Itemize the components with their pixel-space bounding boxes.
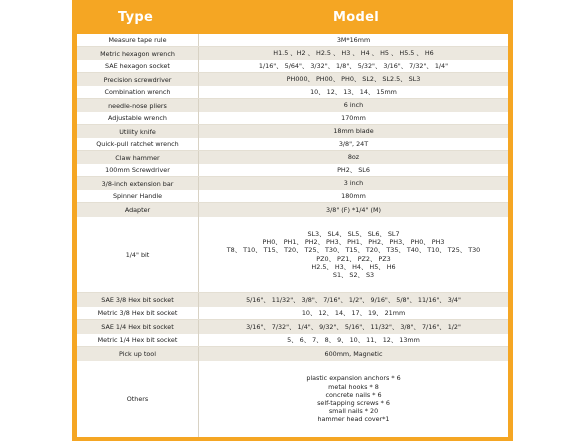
row-model: H1.5 、H2 、 H2.5 、 H3 、 H4 、 H5 、 H5.5 、 H6 (273, 49, 434, 58)
table-row (77, 190, 508, 203)
row-model: 10、 12、 14、 17、 19、 21mm (301, 308, 406, 317)
row-model: 3 inch (343, 179, 364, 188)
row-model: 8oz (347, 153, 360, 162)
row-type: Metric hexagon wrench (77, 47, 199, 60)
row-type: Metric 3/8 Hex bit socket (77, 307, 199, 319)
table-row (77, 203, 508, 217)
table-row (77, 334, 508, 347)
header-model: Model (333, 9, 379, 25)
table-row (77, 151, 508, 164)
row-model: 6 inch (343, 101, 364, 110)
spec-table (77, 34, 508, 437)
table-row (77, 60, 508, 73)
row-type: SAE 3/8 Hex bit socket (77, 293, 199, 307)
row-type: SAE hexagon socket (77, 60, 199, 72)
row-type: Quick-pull ratchet wrench (77, 138, 199, 150)
table-row (77, 307, 508, 320)
table-row (77, 112, 508, 125)
table-row (77, 138, 508, 151)
row-type: Claw hammer (77, 151, 199, 164)
row-model: 1/16"、 5/64"、 3/32"、 1/8"、 5/32"、 3/16"、 7/32"、 1/4" (258, 61, 449, 70)
row-type: Measure tape rule (77, 34, 199, 46)
row-type: Combination wrench (77, 86, 199, 98)
table-row (77, 217, 508, 293)
row-type: needle-nose pliers (77, 99, 199, 112)
table-row (77, 34, 508, 47)
row-type: Pick up tool (77, 347, 199, 361)
row-type: Adapter (77, 203, 199, 217)
row-model: 3/16"、 7/32"、 1/4"、 9/32"、 5/16"、 11/32"、 3/8"、 7/16"、 1/2" (246, 322, 461, 331)
row-model: PH000、 PH00、 PH0、 SL2、 SL2.5、 SL3 (286, 75, 421, 84)
row-model: 10、 12、 13、 14、 15mm (310, 87, 397, 96)
row-type: 3/8-inch extension bar (77, 177, 199, 190)
table-row (77, 347, 508, 361)
table-row (77, 47, 508, 60)
spec-table-frame (72, 0, 513, 441)
row-type: Adjustable wrench (77, 112, 199, 124)
row-model: 5/16"、 11/32"、 3/8"、 7/16"、 1/2"、 9/16"、 5/8"、 11/16"、 3/4" (246, 295, 461, 304)
row-model: 3M*16mm (336, 35, 371, 44)
table-row (77, 320, 508, 334)
row-type: Utility knife (77, 125, 199, 138)
row-model: 180mm (341, 191, 366, 200)
row-type: 100mm Screwdriver (77, 164, 199, 176)
table-row (77, 99, 508, 112)
row-model: PH2、 SL6 (337, 165, 370, 174)
row-type: SAE 1/4 Hex bit socket (77, 320, 199, 334)
table-header (72, 0, 513, 34)
table-row (77, 164, 508, 177)
header-type: Type (117, 9, 154, 25)
row-model: 3/8", 24T (338, 139, 369, 148)
row-type: Metric 1/4 Hex bit socket (77, 334, 199, 346)
table-row (77, 293, 508, 307)
row-type: Precision screwdriver (77, 73, 199, 86)
row-model: 600mm, Magnetic (324, 349, 383, 358)
table-row (77, 125, 508, 138)
row-model: 170mm (341, 113, 366, 122)
row-model: plastic expansion anchors * 6 metal hooks * 8 concrete nails * 6 self-tapping screws * 6 small nails * 20 hammer head cover*1 (306, 374, 401, 424)
table-row (77, 361, 508, 437)
table-row (77, 73, 508, 86)
table-row (77, 86, 508, 99)
row-type: Others (77, 361, 199, 437)
row-model: SL3、 SL4、 SL5、 SL6、 SL7 PH0、 PH1、 PH2、 PH3、 PH1、 PH2、 PH3、 PH0、 PH3 T8、 T10、 T15、 T20、 T25、 T30、 T15、 T20、 T35、 T40、 T10、 T25、 T30 PZ0、 PZ1、 PZ2、 PZ3 H2.5、 H3、 H4、 H5、 H6 S1、 S2、 S3 (226, 229, 481, 279)
row-model: 3/8" (F) *1/4" (M) (326, 205, 381, 214)
row-type: 1/4" bit (77, 217, 199, 292)
row-type: Spinner Handle (77, 190, 199, 202)
row-model: 5、 6、 7、 8、 9、 10、 11、 12、 13mm (287, 335, 420, 344)
table-row (77, 177, 508, 190)
row-model: 18mm blade (333, 127, 374, 136)
